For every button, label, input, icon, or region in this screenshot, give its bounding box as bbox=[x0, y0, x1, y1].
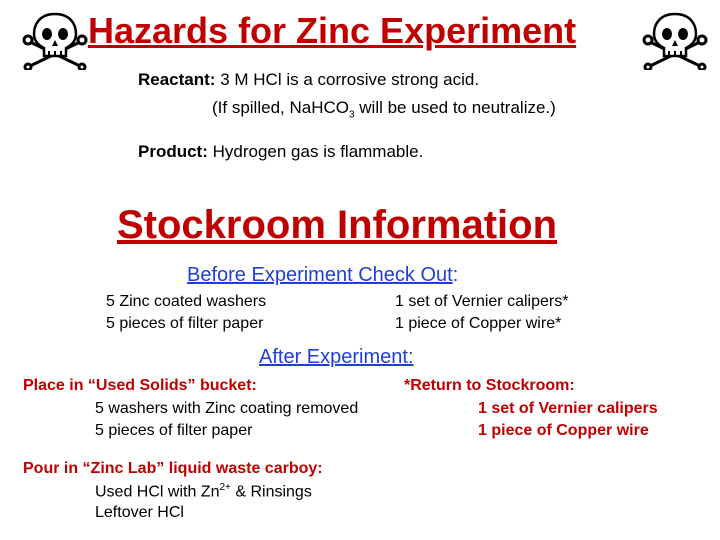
checkout-left-1: 5 Zinc coated washers bbox=[106, 293, 267, 310]
stockroom-heading: Stockroom Information bbox=[117, 203, 558, 247]
reactant-text: 3 M HCl is a corrosive strong acid. bbox=[220, 70, 480, 89]
liquid-item-1-prefix: Used HCl with Zn bbox=[95, 483, 220, 501]
checkout-colon: : bbox=[452, 264, 459, 286]
return-label: *Return to Stockroom: bbox=[404, 377, 575, 394]
checkout-heading-text: Before Experiment Check Out bbox=[187, 264, 453, 286]
checkout-heading bbox=[187, 264, 458, 287]
page-title: Hazards for Zinc Experiment bbox=[88, 10, 577, 51]
liquid-item-1 bbox=[95, 482, 312, 501]
reactant-line bbox=[138, 70, 479, 90]
solids-label: Place in “Used Solids” bucket: bbox=[23, 377, 257, 394]
spill-prefix: (If spilled, NaHCO bbox=[212, 98, 349, 117]
liquid-item-2: Leftover HCl bbox=[95, 504, 184, 521]
reactant-label: Reactant: bbox=[138, 70, 216, 89]
return-item-2: 1 piece of Copper wire bbox=[478, 422, 649, 439]
after-heading: After Experiment: bbox=[259, 346, 414, 368]
checkout-left-2: 5 pieces of filter paper bbox=[106, 315, 264, 332]
product-label: Product: bbox=[138, 142, 208, 161]
product-line bbox=[138, 142, 423, 162]
solids-item-2: 5 pieces of filter paper bbox=[95, 422, 253, 439]
skull-crossbones-icon bbox=[640, 10, 710, 70]
zinc-charge-superscript: 2+ bbox=[219, 482, 231, 493]
skull-crossbones-icon bbox=[20, 10, 90, 70]
spill-suffix: will be used to neutralize.) bbox=[354, 98, 556, 117]
return-item-1: 1 set of Vernier calipers bbox=[478, 400, 658, 417]
checkout-right-1: 1 set of Vernier calipers* bbox=[395, 293, 569, 310]
liquid-item-1-suffix: & Rinsings bbox=[230, 483, 312, 501]
solids-item-1: 5 washers with Zinc coating removed bbox=[95, 400, 359, 417]
liquid-waste-label: Pour in “Zinc Lab” liquid waste carboy: bbox=[23, 460, 323, 477]
spill-note bbox=[212, 98, 556, 120]
checkout-right-2: 1 piece of Copper wire* bbox=[395, 315, 562, 332]
spill-subscript: 3 bbox=[348, 109, 355, 121]
product-text: Hydrogen gas is flammable. bbox=[212, 142, 424, 161]
